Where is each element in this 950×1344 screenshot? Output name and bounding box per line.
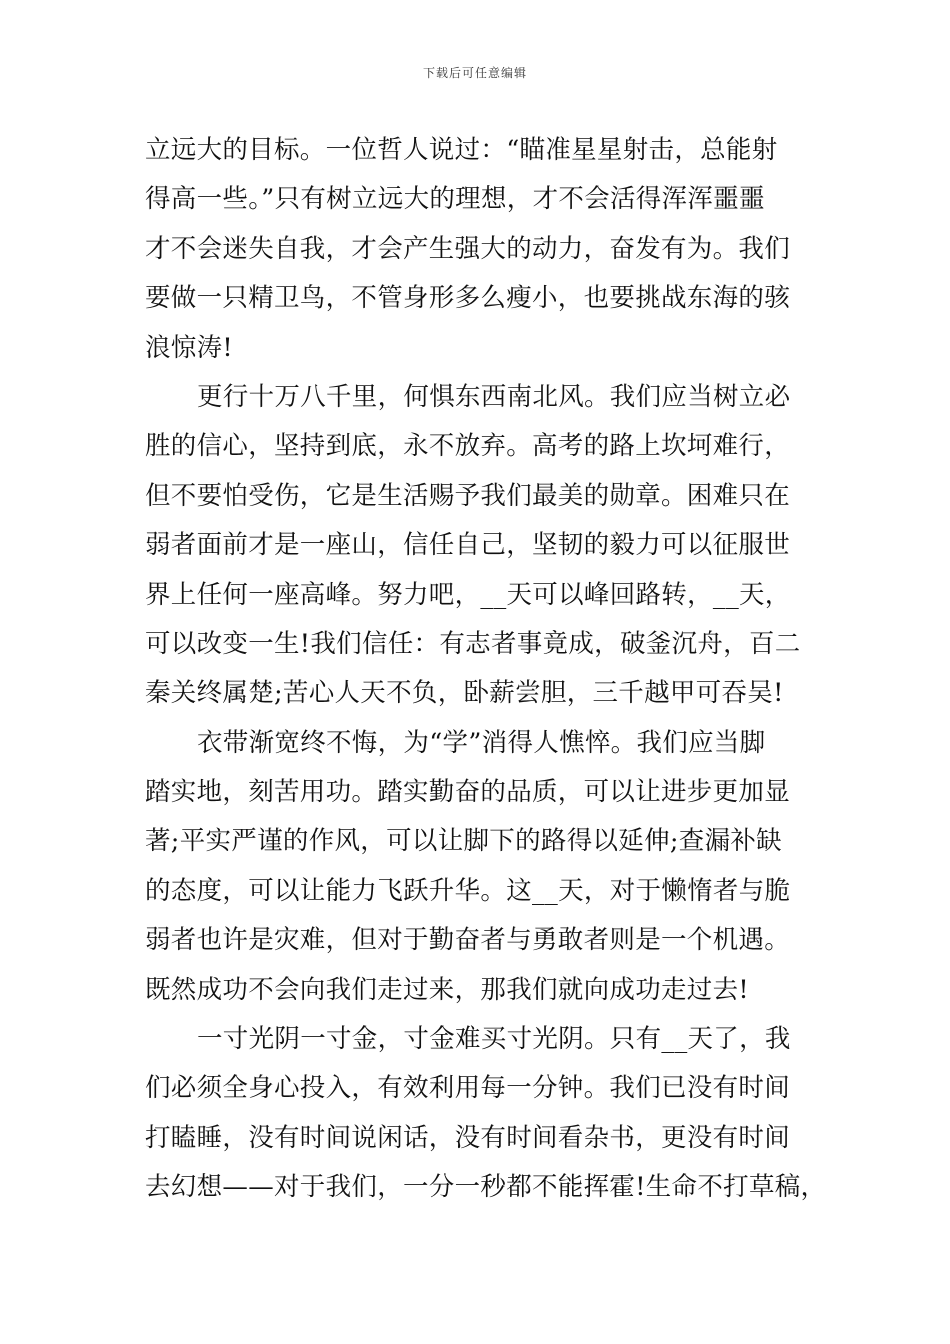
text-line: 浪惊涛! <box>145 332 233 363</box>
text-line: 才不会迷失自我，才会产生强大的动力，奋发有为。我们 <box>145 233 791 264</box>
text-line: 得高一些。”只有树立远大的理想，才不会活得浑浑噩噩 <box>145 184 765 215</box>
text-line: 但不要怕受伤，它是生活赐予我们最美的勋章。困难只在 <box>145 480 791 511</box>
paragraph-start-line: 衣带渐宽终不悔，为“学”消得人憔悴。我们应当脚 <box>197 727 766 758</box>
text-line: 的态度，可以让能力飞跃升华。这__天，对于懒惰者与脆 <box>145 875 791 906</box>
text-line: 著;平实严谨的作风，可以让脚下的路得以延伸;查漏补缺 <box>145 826 782 857</box>
paragraph-start-line: 更行十万八千里，何惧东西南北风。我们应当树立必 <box>197 381 791 412</box>
text-line: 秦关终属楚;苦心人天不负，卧薪尝胆，三千越甲可吞吴! <box>145 678 784 709</box>
text-line: 胜的信心，坚持到底，永不放弃。高考的路上坎坷难行， <box>145 431 791 462</box>
paragraph-start-line: 一寸光阴一寸金，寸金难买寸光阴。只有__天了，我 <box>197 1024 791 1055</box>
text-line: 们必须全身心投入，有效利用每一分钟。我们已没有时间 <box>145 1073 791 1104</box>
document-body <box>145 126 825 1213</box>
text-line: 弱者也许是灾难，但对于勤奋者与勇敢者则是一个机遇。 <box>145 925 791 956</box>
text-line: 去幻想——对于我们，一分一秒都不能挥霍!生命不打草稿， <box>145 1172 827 1203</box>
text-line: 既然成功不会向我们走过来，那我们就向成功走过去! <box>145 974 749 1005</box>
text-line: 踏实地，刻苦用功。踏实勤奋的品质，可以让进步更加显 <box>145 777 791 808</box>
text-line: 要做一只精卫鸟，不管身形多么瘦小，也要挑战东海的骇 <box>145 283 791 314</box>
page-header: 下载后可任意编辑 <box>422 66 527 80</box>
text-line: 立远大的目标。一位哲人说过：“瞄准星星射击，总能射 <box>145 135 778 165</box>
text-line: 界上任何一座高峰。努力吧，__天可以峰回路转，__天， <box>145 579 791 610</box>
text-line: 打瞌睡，没有时间说闲话，没有时间看杂书，更没有时间 <box>145 1122 791 1153</box>
text-line: 可以改变一生!我们信任：有志者事竟成，破釜沉舟，百二 <box>145 628 801 659</box>
text-line: 弱者面前才是一座山，信任自己，坚韧的毅力可以征服世 <box>145 530 791 561</box>
